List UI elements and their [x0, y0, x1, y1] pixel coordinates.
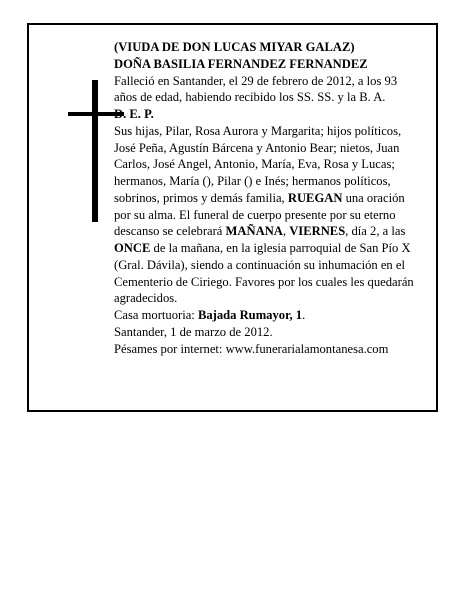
widow-line: (VIUDA DE DON LUCAS MIYAR GALAZ) [114, 40, 355, 54]
condolences-line: Pésames por internet: www.funerarialamontanesa.com [114, 341, 389, 356]
mortuary-address: Bajada Rumayor, 1 [197, 308, 303, 322]
death-info: Falleció en Santander, el 29 de febrero de 2012, a los 93 años de edad, habiendo recibido los SS. SS. y la B. A. [114, 73, 398, 105]
day-text: , día 2, a las [345, 224, 406, 239]
mortuary-end: . [302, 308, 306, 322]
cross-icon [92, 80, 98, 222]
once-word: ONCE [114, 241, 151, 255]
prayer-text: una oración por su alma. El funeral de cuerpo presente por su eterno descanso se celebrará [114, 190, 405, 239]
mortuary-label: Casa mortuoria: [114, 308, 198, 322]
service-text: de la mañana, en la iglesia parroquial de San Pío X (Gral. Dávila), siendo a continuación su inhumación en el Cementerio de Ciriego. Favores por los cuales les quedarán agradecidos. [114, 241, 414, 306]
viernes-word: VIERNES [289, 224, 346, 239]
manana-word: MAÑANA [225, 224, 283, 239]
family-paragraph [114, 123, 414, 307]
obituary-text [114, 39, 414, 357]
deceased-name: DOÑA BASILIA FERNANDEZ FERNANDEZ [114, 56, 368, 71]
dep-line: D. E. P. [114, 107, 154, 121]
mortuary-line [114, 307, 414, 324]
place-date: Santander, 1 de marzo de 2012. [114, 324, 273, 339]
family-text: Sus hijas, Pilar, Rosa Aurora y Margarita; hijos políticos, José Peña, Agustín Bárcena y Antonio Bear; nietos, Juan Carlos, José Angel, Antonio, María, Eva, Rosa y Lucas; hermanos, María (), Pilar () e Inés; hermanos políticos, sobrinos, primos y demás familia, [114, 123, 402, 205]
ruegan-word: RUEGAN [287, 190, 343, 205]
comma-text: , [282, 224, 290, 239]
